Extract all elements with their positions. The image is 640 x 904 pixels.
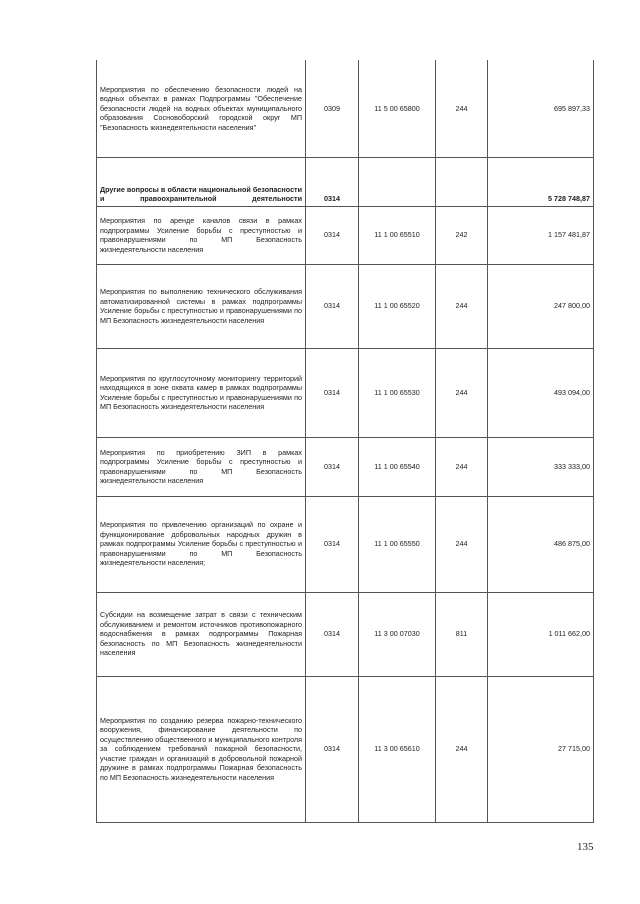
budget-table: [96, 60, 594, 823]
row-csr: 11 1 00 65550: [359, 496, 436, 592]
row-name: Мероприятия по приобретению ЗИП в рамках подпрограммы Усиление борьбы с преступностью и правонарушениями по МП Безопасность жизнедеятельности населения: [97, 437, 306, 496]
row-vr: 242: [436, 206, 488, 264]
row-sum: 27 715,00: [488, 676, 594, 822]
table-row: [97, 437, 594, 496]
table-row: [97, 676, 594, 822]
table-row: [97, 592, 594, 676]
row-vr: 244: [436, 264, 488, 348]
row-name: Мероприятия по аренде каналов связи в рамках подпрограммы Усиление борьбы с преступностью и правонарушениями по МП Безопасность жизнедеятельности населения: [97, 206, 306, 264]
row-section: 0314: [306, 348, 359, 437]
row-name: Мероприятия по созданию резерва пожарно-технического вооружения, финансирование деятельности по осуществлению общественного и муниципального контроля за соблюдением требований пожарной безопасности, участие граждан и организаций в добровольной пожарной дружине в рамках подпрограммы Пожарная безопасность по МП Безопасность жизнедеятельности населения: [97, 676, 306, 822]
row-csr: 11 3 00 07030: [359, 592, 436, 676]
row-vr: 244: [436, 676, 488, 822]
page-number: 135: [577, 841, 594, 853]
row-vr: 811: [436, 592, 488, 676]
row-vr: 244: [436, 437, 488, 496]
row-csr: 11 1 00 65510: [359, 206, 436, 264]
row-sum: 1 011 662,00: [488, 592, 594, 676]
row-section: 0314: [306, 437, 359, 496]
row-section: 0314: [306, 157, 359, 206]
row-section: 0314: [306, 206, 359, 264]
row-sum: 333 333,00: [488, 437, 594, 496]
row-vr: [436, 157, 488, 206]
row-sum: 247 800,00: [488, 264, 594, 348]
row-section: 0314: [306, 264, 359, 348]
row-sum: 5 728 748,87: [488, 157, 594, 206]
row-vr: 244: [436, 348, 488, 437]
row-section: 0314: [306, 496, 359, 592]
row-name: Мероприятия по обеспечению безопасности людей на водных объектах в рамках Подпрограммы "Обеспечение безопасности людей на водных объектах муниципального образования Сосновоборский городской округ МП "Безопасность жизнедеятельности населения": [97, 60, 306, 157]
table-row: [97, 206, 594, 264]
table-row: [97, 264, 594, 348]
row-csr: 11 1 00 65540: [359, 437, 436, 496]
table-row: [97, 60, 594, 157]
row-name: Мероприятия по привлечению организаций по охране и функционирование добровольных народных дружин в рамках подпрограммы Усиление борьбы с преступностью и правонарушениями по МП Безопасность жизнедеятельности населения;: [97, 496, 306, 592]
row-name: Субсидии на возмещение затрат в связи с техническим обслуживанием и ремонтом источников противопожарного водоснабжения в рамках подпрограммы Пожарная безопасность по МП Безопасность жизнедеятельности населения: [97, 592, 306, 676]
row-csr: 11 1 00 65520: [359, 264, 436, 348]
row-section: 0314: [306, 676, 359, 822]
table-row: [97, 348, 594, 437]
row-name: Мероприятия по выполнению технического обслуживания автоматизированной системы в рамках подпрограммы Усиление борьбы с преступностью и правонарушениями по МП Безопасность жизнедеятельности населения: [97, 264, 306, 348]
row-name: Мероприятия по круглосуточному мониторингу территорий находящихся в зоне охвата камер в рамках подпрограммы Усиление борьбы с преступностью и правонарушениями по МП Безопасность жизнедеятельности населения: [97, 348, 306, 437]
row-vr: 244: [436, 496, 488, 592]
row-sum: 486 875,00: [488, 496, 594, 592]
table-row: [97, 496, 594, 592]
row-name: Другие вопросы в области национальной безопасности и правоохранительной деятельности: [97, 157, 306, 206]
row-sum: 493 094,00: [488, 348, 594, 437]
row-vr: 244: [436, 60, 488, 157]
row-sum: 695 897,33: [488, 60, 594, 157]
row-csr: 11 3 00 65610: [359, 676, 436, 822]
row-csr: [359, 157, 436, 206]
row-section: 0309: [306, 60, 359, 157]
row-csr: 11 1 00 65530: [359, 348, 436, 437]
table-row-section-total: [97, 157, 594, 206]
row-sum: 1 157 481,87: [488, 206, 594, 264]
row-csr: 11 5 00 65800: [359, 60, 436, 157]
row-section: 0314: [306, 592, 359, 676]
